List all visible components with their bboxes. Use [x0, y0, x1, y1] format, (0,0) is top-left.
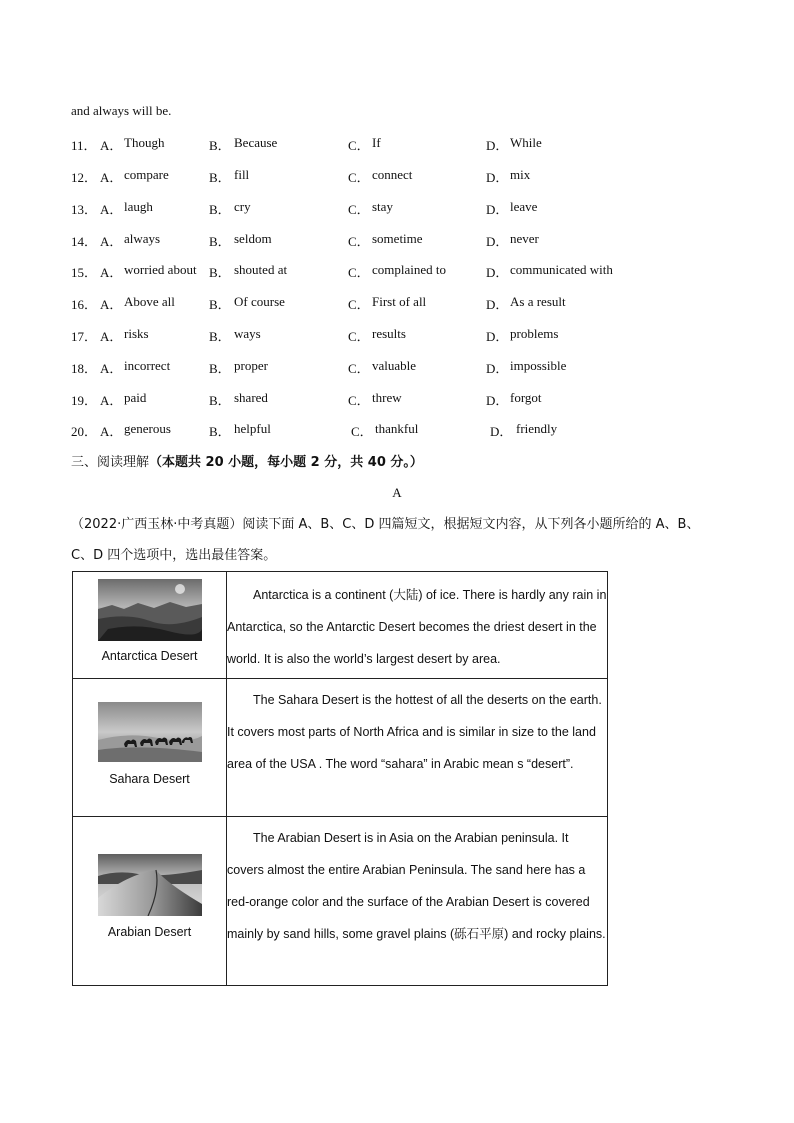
option-d: As a result	[510, 294, 566, 309]
question-number: 16．	[71, 297, 98, 312]
option-b: ways	[234, 326, 261, 341]
question-number: 18．	[71, 361, 98, 376]
option-letter: B．	[209, 234, 231, 249]
option-letter: C．	[348, 329, 370, 344]
option-letter: B．	[209, 361, 231, 376]
option-letter: D．	[486, 329, 509, 344]
option-letter: C．	[351, 424, 373, 439]
option-b: shouted at	[234, 262, 288, 277]
option-letter: A．	[100, 170, 123, 185]
option-letter: C．	[348, 265, 370, 280]
option-c: results	[372, 326, 406, 341]
option-letter: A．	[100, 138, 123, 153]
option-a: always	[124, 231, 161, 246]
image-cell	[73, 679, 227, 817]
question-number: 13．	[71, 202, 98, 217]
option-letter: C．	[348, 361, 370, 376]
question-number: 20．	[71, 424, 98, 439]
desert-caption: Sahara Desert	[109, 772, 190, 786]
option-a: laugh	[124, 199, 153, 214]
option-b: helpful	[234, 421, 271, 436]
option-a: incorrect	[124, 358, 171, 373]
option-b: shared	[234, 390, 268, 405]
option-c: stay	[372, 199, 393, 214]
option-a: Above all	[124, 294, 175, 309]
image-cell	[73, 572, 227, 679]
option-d: leave	[510, 199, 538, 214]
option-letter: A．	[100, 329, 123, 344]
option-letter: D．	[486, 234, 509, 249]
option-c: thankful	[375, 421, 419, 436]
option-letter: D．	[486, 138, 509, 153]
option-letter: C．	[348, 202, 370, 217]
option-a: paid	[124, 390, 147, 405]
passage-letter: A	[392, 485, 402, 500]
desert-caption: Antarctica Desert	[101, 649, 198, 663]
option-letter: B．	[209, 393, 231, 408]
option-d: impossible	[510, 358, 567, 373]
desert-caption: Arabian Desert	[107, 925, 192, 939]
sahara-photo	[98, 702, 202, 762]
option-c: threw	[372, 390, 402, 405]
option-c: valuable	[372, 358, 417, 373]
option-letter: B．	[209, 297, 231, 312]
option-letter: B．	[209, 265, 231, 280]
option-letter: A．	[100, 393, 123, 408]
option-c: If	[372, 135, 381, 150]
option-c: sometime	[372, 231, 423, 246]
question-number: 19．	[71, 393, 98, 408]
option-letter: D．	[486, 393, 509, 408]
option-d: communicated with	[510, 262, 613, 277]
table-row	[73, 679, 608, 817]
option-c: First of all	[372, 294, 427, 309]
option-letter: C．	[348, 234, 370, 249]
option-a: generous	[124, 421, 171, 436]
option-d: never	[510, 231, 539, 246]
option-letter: C．	[348, 297, 370, 312]
question-number: 15．	[71, 265, 98, 280]
desert-description: The Sahara Desert is the hottest of all the deserts on the earth. It covers most parts of North Africa and is similar in size to the land area of the USA . The word “sahara” in Arabic mean s “desert”.	[227, 693, 602, 771]
option-letter: D．	[486, 170, 509, 185]
option-b: proper	[234, 358, 268, 373]
option-letter: D．	[486, 361, 509, 376]
option-letter: D．	[486, 265, 509, 280]
table-row	[73, 817, 608, 986]
description-cell	[227, 679, 608, 817]
arabian-photo	[98, 854, 202, 916]
option-a: Though	[124, 135, 165, 150]
option-d: While	[510, 135, 542, 150]
option-c: complained to	[372, 262, 447, 277]
section-prefix: 三、阅读理解	[71, 455, 150, 470]
option-a: compare	[124, 167, 169, 182]
option-letter: A．	[100, 234, 123, 249]
section-heading	[71, 451, 423, 470]
option-d: problems	[510, 326, 559, 341]
option-letter: C．	[348, 393, 370, 408]
option-b: Of course	[234, 294, 285, 309]
question-number: 17．	[71, 329, 98, 344]
option-b: seldom	[234, 231, 272, 246]
option-d: mix	[510, 167, 531, 182]
question-number: 11．	[71, 138, 97, 153]
table-row	[73, 572, 608, 679]
option-d: friendly	[516, 421, 558, 436]
option-c: connect	[372, 167, 413, 182]
option-b: Because	[234, 135, 278, 150]
option-letter: A．	[100, 265, 123, 280]
option-b: cry	[234, 199, 251, 214]
option-letter: B．	[209, 202, 231, 217]
option-letter: D．	[486, 297, 509, 312]
description-cell	[227, 572, 608, 679]
option-letter: B．	[209, 170, 231, 185]
passage-end-line: and always will be.	[71, 103, 172, 118]
description-cell	[227, 817, 608, 986]
image-cell	[73, 817, 227, 986]
antarctica-photo	[98, 579, 202, 641]
option-letter: B．	[209, 329, 231, 344]
option-a: risks	[124, 326, 149, 341]
question-number: 14．	[71, 234, 98, 249]
desert-table	[72, 571, 608, 986]
option-a: worried about	[124, 262, 197, 277]
option-letter: D．	[490, 424, 513, 439]
option-letter: D．	[486, 202, 509, 217]
desert-description: Antarctica is a continent (大陆) of ice. There is hardly any rain in Antarctica, so the Antarctic Desert becomes the driest desert in the world. It is also the world’s largest desert by area.	[227, 588, 607, 666]
option-letter: B．	[209, 138, 231, 153]
option-letter: A．	[100, 202, 123, 217]
option-letter: C．	[348, 170, 370, 185]
option-letter: B．	[209, 424, 231, 439]
question-number: 12．	[71, 170, 98, 185]
reading-instructions: （2022·广西玉林·中考真题）阅读下面 A、B、C、D 四篇短文，根据短文内容，从下列各小题所给的 A、B、C、D 四个选项中，选出最佳答案。	[71, 517, 700, 563]
option-letter: C．	[348, 138, 370, 153]
option-d: forgot	[510, 390, 542, 405]
option-letter: A．	[100, 424, 123, 439]
option-letter: A．	[100, 297, 123, 312]
option-b: fill	[234, 167, 250, 182]
desert-description: The Arabian Desert is in Asia on the Arabian peninsula. It covers almost the entire Arabian Peninsula. The sand here has a red-orange color and the surface of the Arabian Desert is covered mainly by sand hills, some gravel plains (砾石平原) and rocky plains.	[227, 831, 606, 941]
section-title: （本题共 20 小题，每小题 2 分，共 40 分。）	[149, 455, 423, 470]
option-letter: A．	[100, 361, 123, 376]
